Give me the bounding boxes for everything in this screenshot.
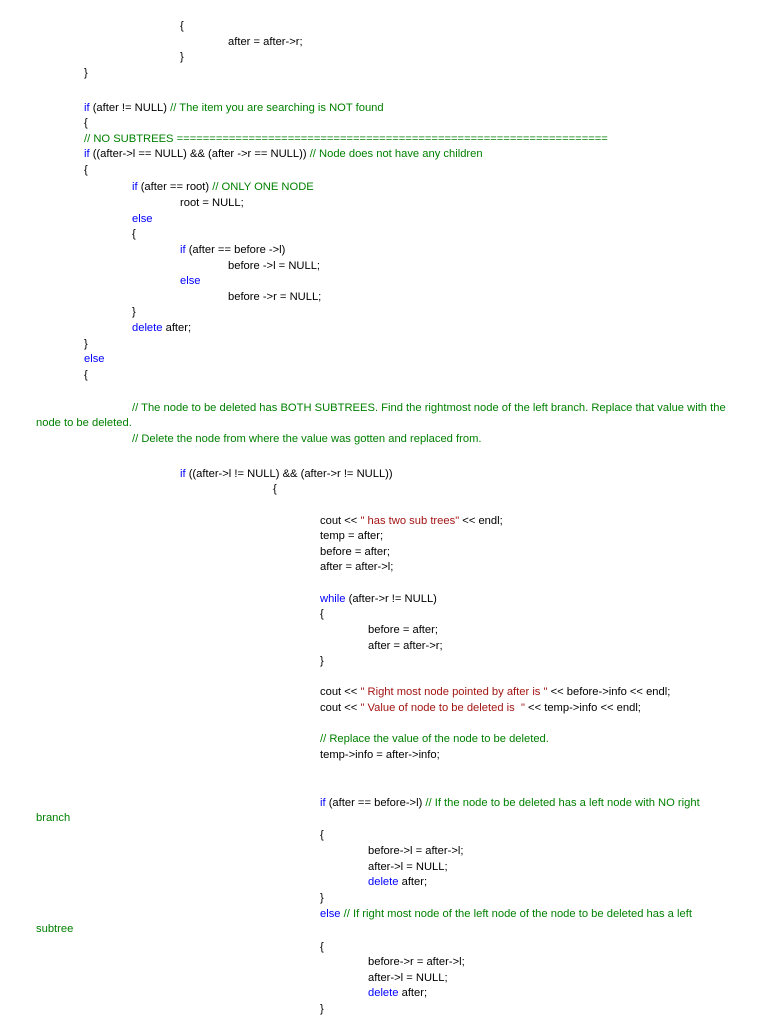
code-line xyxy=(320,828,324,842)
code-line xyxy=(180,196,244,210)
code-line xyxy=(84,132,608,146)
code-text: } xyxy=(320,655,324,667)
code-line xyxy=(368,971,448,985)
code-text: temp->info = after->info; xyxy=(320,749,440,761)
code-text: after = after->r; xyxy=(228,36,303,48)
code-text: before ->l = NULL; xyxy=(228,260,321,272)
code-text: before ->r = NULL; xyxy=(228,291,322,303)
code-comment: subtree xyxy=(36,923,74,935)
code-keyword: else xyxy=(180,275,201,287)
code-line xyxy=(84,337,88,351)
code-line xyxy=(273,482,277,496)
code-line xyxy=(368,844,463,858)
code-keyword: if xyxy=(320,797,326,809)
code-text: (after == root) xyxy=(137,181,213,193)
code-text: after->l = NULL; xyxy=(368,972,448,984)
code-comment: // Node does not have any children xyxy=(309,148,483,160)
code-comment: // The item you are searching is NOT found xyxy=(170,102,384,114)
code-keyword: if xyxy=(84,102,90,114)
code-string: " has two sub trees" xyxy=(360,515,460,527)
code-line xyxy=(84,66,88,80)
code-keyword: if xyxy=(84,148,90,160)
code-text: { xyxy=(320,608,324,620)
code-line xyxy=(320,891,324,905)
code-line xyxy=(320,529,383,543)
code-text: (after == before->l) xyxy=(325,797,426,809)
code-line xyxy=(320,592,437,606)
code-comment: node to be deleted. xyxy=(36,417,132,429)
code-line xyxy=(84,147,483,161)
code-comment: // If right most node of the left node of the node to be deleted has a left xyxy=(343,908,692,920)
code-line xyxy=(132,401,726,415)
code-line xyxy=(320,748,440,762)
code-keyword: delete xyxy=(132,322,163,334)
code-keyword: while xyxy=(320,593,346,605)
code-line xyxy=(84,368,88,382)
code-line xyxy=(320,1002,324,1016)
code-line xyxy=(84,116,88,130)
code-text: } xyxy=(84,338,88,350)
code-line xyxy=(132,305,136,319)
code-line xyxy=(320,514,503,528)
code-keyword: if xyxy=(180,244,186,256)
code-keyword: else xyxy=(132,213,153,225)
code-text: { xyxy=(84,164,88,176)
code-text: after = after->r; xyxy=(368,640,443,652)
code-line xyxy=(320,940,324,954)
code-line xyxy=(228,259,320,273)
code-line xyxy=(320,685,670,699)
code-line xyxy=(132,321,191,335)
code-comment: // If the node to be deleted has a left node with NO right xyxy=(425,797,700,809)
code-line xyxy=(320,907,692,921)
code-text: before->r = after->l; xyxy=(368,956,465,968)
code-text: ((after->l != NULL) && (after->r != NULL)) xyxy=(185,468,393,480)
code-text: (after != NULL) xyxy=(89,102,171,114)
code-line xyxy=(132,212,153,226)
code-text: cout << xyxy=(320,686,361,698)
code-comment: // Delete the node from where the value was gotten and replaced from. xyxy=(132,433,482,445)
code-line xyxy=(36,922,73,936)
code-text: { xyxy=(84,117,88,129)
code-line xyxy=(36,811,70,825)
code-line xyxy=(180,19,184,33)
code-text: { xyxy=(84,369,88,381)
code-text: before->l = after->l; xyxy=(368,845,464,857)
code-text: root = NULL; xyxy=(180,197,244,209)
code-line xyxy=(320,545,390,559)
code-line xyxy=(320,701,641,715)
code-text: } xyxy=(320,892,324,904)
code-line xyxy=(180,467,393,481)
code-line xyxy=(180,274,201,288)
code-keyword: else xyxy=(320,908,341,920)
code-text: before = after; xyxy=(368,624,438,636)
code-line xyxy=(132,180,314,194)
code-text: (after->r != NULL) xyxy=(345,593,437,605)
code-comment: // The node to be deleted has BOTH SUBTREES. Find the rightmost node of the left branch. Replace that value with the xyxy=(132,402,726,414)
code-comment: branch xyxy=(36,812,71,824)
code-text: { xyxy=(180,20,184,32)
code-text: cout << xyxy=(320,515,361,527)
code-comment: // Replace the value of the node to be deleted. xyxy=(320,733,549,745)
code-keyword: else xyxy=(84,353,105,365)
code-line xyxy=(320,560,393,574)
code-line xyxy=(132,432,482,446)
code-text: << before->info << endl; xyxy=(547,686,671,698)
code-text: } xyxy=(180,51,184,63)
code-keyword: if xyxy=(132,181,138,193)
code-line xyxy=(84,163,88,177)
code-line xyxy=(228,290,321,304)
code-line xyxy=(84,352,105,366)
code-line xyxy=(320,732,549,746)
code-string: " Right most node pointed by after is " xyxy=(360,686,548,698)
code-line xyxy=(368,639,443,653)
code-text: cout << xyxy=(320,702,361,714)
code-text: { xyxy=(320,941,324,953)
code-line xyxy=(368,986,427,1000)
code-text: << temp->info << endl; xyxy=(524,702,641,714)
code-text: } xyxy=(320,1003,324,1015)
code-line xyxy=(368,955,465,969)
code-text: after; xyxy=(398,876,428,888)
code-text: { xyxy=(273,483,277,495)
code-text: ((after->l == NULL) && (after ->r == NULL)) xyxy=(89,148,310,160)
code-line xyxy=(320,654,324,668)
code-text: (after == before ->l) xyxy=(185,244,286,256)
code-line xyxy=(320,796,700,810)
code-text: before = after; xyxy=(320,546,390,558)
code-line xyxy=(320,607,324,621)
code-text: after = after->l; xyxy=(320,561,394,573)
code-line xyxy=(36,416,132,430)
code-text: } xyxy=(132,306,136,318)
code-keyword: delete xyxy=(368,987,399,999)
code-line xyxy=(180,243,285,257)
code-text: } xyxy=(84,67,88,79)
code-text: after; xyxy=(162,322,192,334)
code-comment: // NO SUBTREES ================================================================== xyxy=(84,133,608,145)
code-line xyxy=(368,875,427,889)
code-line xyxy=(368,623,438,637)
code-line xyxy=(132,227,136,241)
code-text: << endl; xyxy=(459,515,503,527)
code-comment: // ONLY ONE NODE xyxy=(212,181,314,193)
code-line xyxy=(84,101,384,115)
code-keyword: delete xyxy=(368,876,399,888)
code-text: { xyxy=(132,228,136,240)
code-line xyxy=(368,860,448,874)
code-text: { xyxy=(320,829,324,841)
code-line xyxy=(228,35,303,49)
code-text: temp = after; xyxy=(320,530,384,542)
code-string: " Value of node to be deleted is " xyxy=(360,702,525,714)
code-line xyxy=(180,50,184,64)
code-text: after->l = NULL; xyxy=(368,861,448,873)
code-keyword: if xyxy=(180,468,186,480)
code-text: after; xyxy=(398,987,428,999)
